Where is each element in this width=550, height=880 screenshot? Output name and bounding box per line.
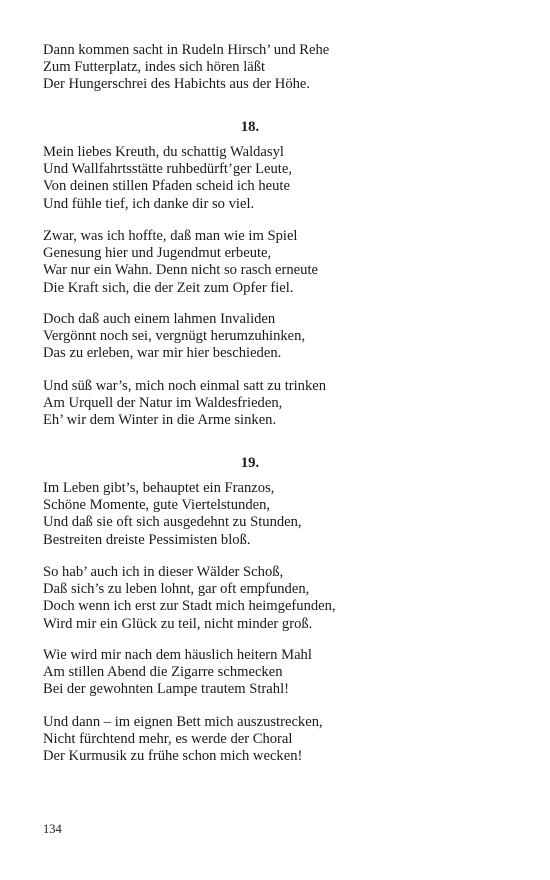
verse-line: Zwar, was ich hoffte, daß man wie im Spiel [43, 228, 298, 244]
stanza [43, 480, 513, 549]
verse-line: Daß sich’s zu leben lohnt, gar oft empfunden, [43, 581, 310, 598]
verse-line: Von deinen stillen Pfaden scheid ich heute [43, 178, 290, 195]
verse-line: So hab’ auch ich in dieser Wälder Schoß, [43, 564, 284, 580]
verse-line: Und fühle tief, ich danke dir so viel. [43, 195, 255, 212]
poem-number: 19. [240, 455, 260, 471]
poem-number: 18. [240, 119, 260, 135]
stanza [43, 378, 513, 430]
verse-line: Bei der gewohnten Lampe trautem Strahl! [43, 681, 289, 698]
verse-line: Und dann – im eignen Bett mich auszustrecken, [43, 714, 323, 730]
stanza [43, 144, 513, 213]
verse-line: Doch wenn ich erst zur Stadt mich heimgefunden, [43, 598, 336, 615]
verse-line: Der Hungerschrei des Habichts aus der Höhe. [43, 76, 311, 93]
verse-line: Eh’ wir dem Winter in die Arme sinken. [43, 412, 277, 429]
verse-line: Zum Futterplatz, indes sich hören läßt [43, 59, 266, 76]
verse-line: Der Kurmusik zu frühe schon mich wecken! [43, 748, 303, 765]
verse-line: Wird mir ein Glück zu teil, nicht minder groß. [43, 615, 313, 632]
verse-line: Und Wallfahrtsstätte ruhbedürft’ger Leute, [43, 161, 292, 178]
verse-line: Am Urquell der Natur im Waldesfrieden, [43, 395, 283, 412]
verse-line: Wie wird mir nach dem häuslich heitern Mahl [43, 647, 312, 663]
stanza [43, 647, 513, 699]
verse-line: Schöne Momente, gute Viertelstunden, [43, 497, 271, 514]
stanza [43, 714, 513, 766]
stanza [43, 228, 513, 297]
verse-line: Doch daß auch einem lahmen Invaliden [43, 311, 276, 327]
verse-line: Im Leben gibt’s, behauptet ein Franzos, [43, 480, 275, 496]
verse-line: Die Kraft sich, die der Zeit zum Opfer fiel. [43, 279, 294, 296]
verse-line: Vergönnt noch sei, vergnügt herumzuhinken, [43, 328, 306, 345]
verse-line: War nur ein Wahn. Denn nicht so rasch erneute [43, 262, 318, 279]
verse-line: Genesung hier und Jugendmut erbeute, [43, 245, 272, 262]
verse-line: Und süß war’s, mich noch einmal satt zu trinken [43, 378, 327, 394]
verse-line: Und daß sie oft sich ausgedehnt zu Stunden, [43, 514, 302, 531]
verse-line: Dann kommen sacht in Rudeln Hirsch’ und Rehe [43, 42, 330, 58]
verse-line: Nicht fürchtend mehr, es werde der Choral [43, 731, 293, 748]
stanza [43, 311, 513, 363]
stanza-intro [43, 42, 513, 94]
verse-line: Bestreiten dreiste Pessimisten bloß. [43, 531, 251, 548]
verse-line: Am stillen Abend die Zigarre schmecken [43, 664, 283, 681]
verse-line: Mein liebes Kreuth, du schattig Waldasyl [43, 144, 284, 160]
page-number: 134 [43, 822, 62, 836]
verse-line: Das zu erleben, war mir hier beschieden. [43, 345, 282, 362]
stanza [43, 564, 513, 633]
